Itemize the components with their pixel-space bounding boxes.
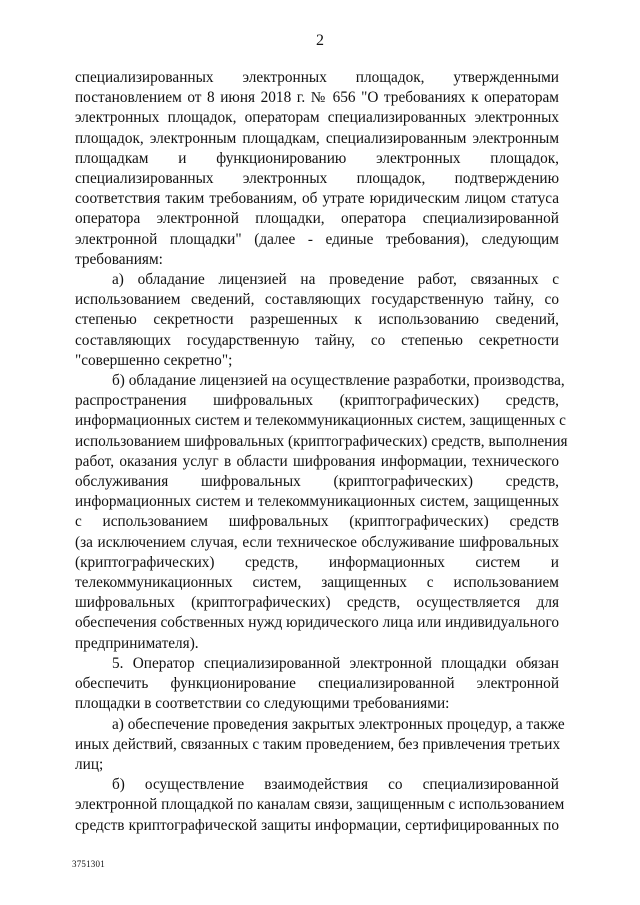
text-line: информационных систем и телекоммуникационных систем, защищенных — [75, 493, 559, 511]
text-line: с использованием шифровальных (криптографических) средств — [75, 513, 559, 531]
text-line: обслуживания шифровальных (криптографических) средств, — [75, 473, 559, 491]
paragraph-intro — [75, 68, 559, 270]
text-line: информационных систем и телекоммуникационных систем, защищенных с — [75, 412, 566, 430]
text-line: б) осуществление взаимодействия со специализированной — [112, 776, 559, 794]
text-line: а) обеспечение проведения закрытых электронных процедур, а также — [112, 715, 565, 733]
paragraph-section-5-item-b — [75, 775, 565, 836]
text-line: телекоммуникационных систем, защищенных с использованием — [75, 574, 559, 592]
text-line: работ, оказания услуг в области шифрования информации, технического — [75, 452, 559, 470]
text-line: площадок, электронным площадкам, специализированным электронным — [75, 129, 559, 147]
text-line: шифровальных (криптографических) средств, осуществляется для — [75, 594, 559, 612]
text-line: составляющих государственную тайну, со степенью секретности — [75, 331, 559, 349]
text-line: электронных площадок, операторам специализированных электронных — [75, 109, 559, 127]
text-line: оператора электронной площадки, оператора специализированной — [75, 210, 559, 228]
text-line: лиц; — [75, 755, 104, 773]
text-line: площадкам и функционированию электронных площадок, — [75, 149, 559, 167]
paragraph-section-5-item-a — [75, 715, 565, 776]
text-line: а) обладание лицензией на проведение работ, связанных с — [112, 271, 559, 289]
text-line: требованиям: — [75, 250, 163, 268]
text-line: соответствия таким требованиям, об утрате юридическим лицом статуса — [75, 190, 559, 208]
paragraph-item-b — [75, 371, 568, 654]
text-line: специализированных электронных площадок, подтверждению — [75, 170, 559, 188]
text-line: степенью секретности разрешенных к использованию сведений, — [75, 311, 559, 329]
text-line: (за исключением случая, если техническое обслуживание шифровальных — [75, 533, 559, 551]
text-line: использованием сведений, составляющих государственную тайну, со — [75, 291, 559, 309]
document-code: 3751301 — [72, 859, 105, 869]
page-number: 2 — [316, 32, 324, 49]
text-line: использованием шифровальных (криптографических) средств, выполнения — [75, 432, 568, 450]
paragraph-section-5 — [75, 654, 559, 715]
text-line: предпринимателя). — [75, 634, 199, 652]
text-line: площадки в соответствии со следующими требованиями: — [75, 695, 450, 713]
text-line: "совершенно секретно"; — [75, 351, 233, 369]
text-line: специализированных электронных площадок, утвержденными — [75, 69, 559, 86]
text-line: (криптографических) средств, информационных систем и — [75, 553, 559, 571]
text-line: постановлением от 8 июня 2018 г. № 656 "О требованиях к операторам — [75, 89, 559, 107]
text-line: средств криптографической защиты информации, сертифицированных по — [75, 816, 559, 834]
text-line: 5. Оператор специализированной электронной площадки обязан — [112, 654, 559, 672]
text-line: электронной площадкой по каналам связи, защищенным с использованием — [75, 796, 565, 814]
paragraph-item-a — [75, 270, 559, 371]
text-line: обеспечения собственных нужд юридического лица или индивидуального — [75, 614, 559, 632]
text-line: б) обладание лицензией на осуществление разработки, производства, — [112, 372, 565, 390]
text-line: обеспечить функционирование специализированной электронной — [75, 675, 559, 693]
text-line: электронной площадки" (далее - единые требования), следующим — [75, 230, 559, 248]
document-body — [75, 68, 568, 836]
text-line: иных действий, связанных с таким проведением, без привлечения третьих — [75, 735, 561, 753]
text-line: распространения шифровальных (криптографических) средств, — [75, 392, 559, 410]
